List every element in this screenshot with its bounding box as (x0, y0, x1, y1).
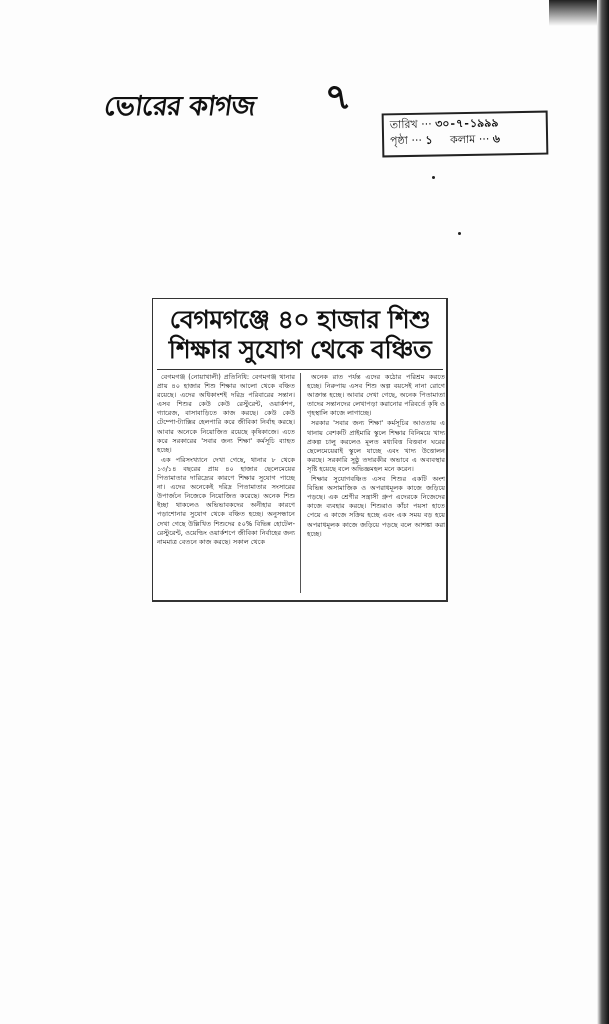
headline-rule (157, 369, 443, 370)
stamp-column-value: ৬ (492, 132, 501, 146)
article-column-right (307, 373, 445, 540)
handwritten-page-mark: ৭ (321, 73, 354, 121)
column-divider (300, 373, 301, 593)
archive-stamp: তারিখ ··· ৩০-৭-১৯৯৯ পৃষ্ঠা ··· ১ কলাম ··· ৬ (382, 111, 549, 158)
article-paragraph: অনেক রাত পর্যন্ত এদের কঠোর পরিশ্রম করতে হচ্ছে। নিরুপায় এসব শিশু অল্প বয়সেই নানা রোগে আক্রান্ত হচ্ছে। আবার দেখা গেছে, অনেক পিতামাতা তাদের সন্তানদের লেখাপড়া করানোর পরিবর্তে কৃষি ও গৃহস্থালি কাজে লাগাচ্ছে। (307, 373, 445, 418)
scan-edge-right (597, 0, 609, 1024)
article-headline (157, 305, 443, 365)
newspaper-masthead: ভোরের কাগজ (102, 91, 257, 122)
article-paragraph: বেগমগঞ্জ (নোয়াখালী) প্রতিনিধি: বেগমগঞ্জ থানার প্রায় ৪০ হাজার শিশু শিক্ষার আলো থেকে বঞ্চিত রয়েছে। এদের অধিকাংশই দরিদ্র পরিবারের সন্তান। এসব শিশুর কেউ কেউ রেস্টুরেন্ট, ওয়ার্কশপ, গ্যারেজ, বাসাবাড়িতে কাজ করছে। কেউ কেউ টেম্পো-ট্যাক্সির হেলপারি করে জীবিকা নির্বাহ করছে। আবার অনেকে নিয়োজিত রয়েছে কৃষিকাজে। এতে করে সরকারের 'সবার জন্য শিক্ষা' কর্মসূচি ব্যাহত হচ্ছে। (157, 373, 295, 454)
article-paragraph: সরকার 'সবার জন্য শিক্ষা' কর্মসূচির আওতায় এ থানায় বেশকটি প্রাইমারি স্কুলে শিক্ষার বিনিময়ে খাদ্য প্রকল্প চালু করলেও মূলত মধ্যবিত্ত বিত্তবান ঘরের ছেলেমেয়েরাই স্কুলে যাচ্ছে এবং খাদ্য উত্তোলন করছে। সরকারি সুষ্ঠু তদারকীর অভাবে এ অব্যবস্থার সৃষ্টি হয়েছে বলে অভিজ্ঞমহল মনে করেন। (307, 419, 445, 473)
article-paragraph: এক পরিসংখ্যানে দেখা গেছে, থানার ৮ থেকে ১৩/১৪ বছরের প্রায় ৪০ হাজার ছেলেমেয়ের পিতামাতার দারিদ্র্যের কারণে শিক্ষার সুযোগ পাচ্ছে না। এদের অনেকেই দরিদ্র পিতামাতার সংসারের উপার্জনে নিজেকে নিয়োজিত করেছে। অনেক শিশু ইচ্ছা থাকলেও অভিভাবকদের অনীহার কারণে পড়াশোনার সুযোগ থেকে বঞ্চিত হচ্ছে। অনুসন্ধানে দেখা গেছে উল্লিখিত শিশুদের ৫০% বিভিন্ন হোটেল-রেস্টুরেন্ট, ওয়েল্ডিং ওয়ার্কশপে জীবিকা নির্বাহের জন্য নামমাত্র বেতনে কাজ করছে। সকাল থেকে (157, 455, 295, 546)
news-clipping (152, 298, 448, 602)
scan-speck (432, 176, 435, 179)
scan-speck (458, 232, 461, 235)
stamp-page-value: ১ (425, 133, 433, 147)
stamp-column-label: কলাম (449, 132, 476, 147)
stamp-date-label: তারিখ (389, 117, 418, 132)
stamp-date-value: ৩০-৭-১৯৯৯ (435, 116, 499, 131)
stamp-page-label: পৃষ্ঠা (389, 133, 409, 148)
headline-line-2: শিক্ষার সুযোগ থেকে বঞ্চিত (168, 335, 432, 364)
headline-line-1: বেগমগঞ্জে ৪০ হাজার শিশু (169, 305, 431, 334)
article-column-left (157, 373, 295, 548)
article-paragraph: শিক্ষার সুযোগবঞ্চিত এসব শিশুর একটি অংশ বিভিন্ন অসামাজিক ও অপরাধমূলক কাজে জড়িয়ে পড়ছে। এক শ্রেণীর সন্ত্রাসী গ্রুপ এদেরকে নিজেদের কাজে ব্যবহার করছে। শিশুরাও কাঁচা পয়সা হাতে পেয়ে এ কাজে সক্রিয় হচ্ছে এবং এক সময় বড় হয়ে অপরাধমূলক কাজে জড়িয়ে পড়ছে বলে আশঙ্কা করা হচ্ছে। (307, 475, 445, 538)
